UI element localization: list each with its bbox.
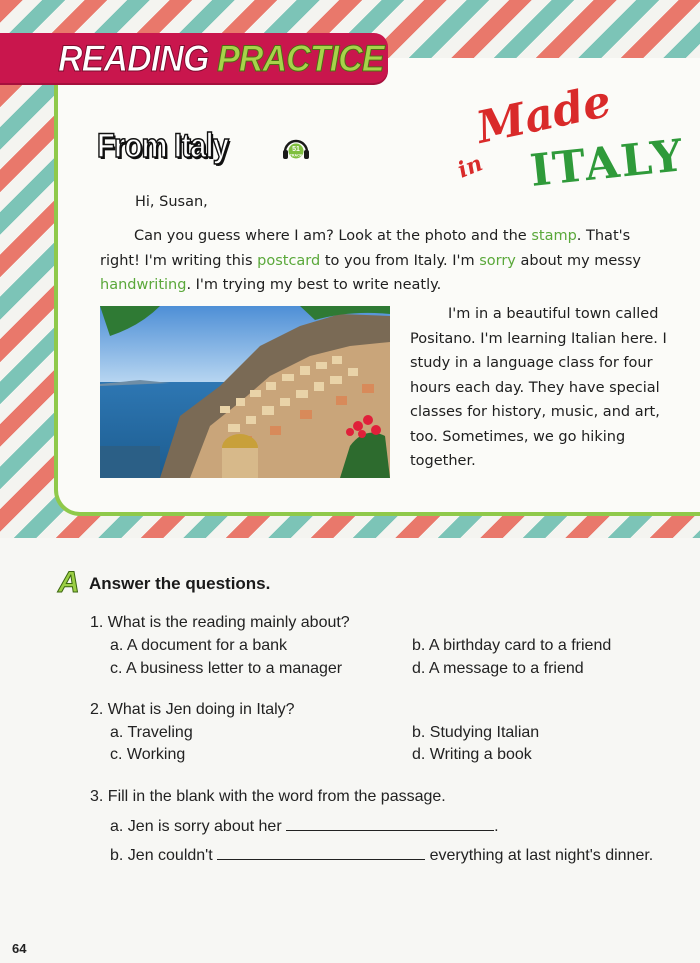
question-3: 3. Fill in the blank with the word from the passage. [90,788,446,805]
stamp-italy: ITALY [527,130,687,197]
q3-b-prompt: b. Jen couldn't [110,847,213,864]
vocab-word: postcard [257,252,321,269]
q2-option-d[interactable]: d. Writing a book [412,746,532,763]
vocab-word: stamp [531,228,577,244]
section-a-letter: A [58,566,80,599]
letter-greeting: Hi, Susan, [135,194,208,210]
letter-text: Can you guess where I am? Look at the photo and the [134,228,532,244]
reading-title: From Italy [97,127,229,165]
stamp-made: Made [472,75,616,154]
question-2: 2. What is Jen doing in Italy? [90,701,295,718]
letter-text: . I'm trying my best to write neatly. [186,277,442,293]
vocab-word: handwriting [100,277,187,293]
letter-text: . That's right! I'm writing this [100,228,631,269]
question-1: 1. What is the reading mainly about? [90,614,350,631]
q3-item-a [110,817,499,836]
q3-b-end: everything at last night's dinner. [429,847,654,864]
page-number: 64 [12,941,27,956]
vocab-word: sorry [479,252,516,269]
q2-option-b[interactable]: b. Studying Italian [412,724,540,741]
q3-b-blank[interactable] [217,846,425,860]
q2-option-a[interactable]: a. Traveling [110,724,193,741]
banner-word-practice: PRACTICE [217,38,384,79]
section-a-heading: Answer the questions. [89,574,271,593]
stamp-in: in [454,150,487,184]
positano-photo [100,306,390,478]
q1-option-b[interactable]: b. A birthday card to a friend [412,637,612,654]
letter-paragraph-1-body [100,228,641,293]
track-number: 51 [292,146,300,153]
q3-a-blank[interactable] [286,817,494,831]
page-background [0,538,700,963]
q1-option-d[interactable]: d. A message to a friend [412,660,584,677]
letter-text: about my messy [515,252,641,269]
track-label: TRACK [289,153,303,158]
audio-track-icon[interactable] [282,137,310,161]
letter-paragraph-1 [100,224,670,298]
q2-option-c[interactable]: c. Working [110,746,186,763]
q3-item-b [110,846,653,865]
q3-a-end: . [494,818,499,835]
letter-text: to you from Italy. I'm [320,252,480,269]
q1-option-a[interactable]: a. A document for a bank [110,637,288,654]
letter-paragraph-2 [410,302,680,474]
q1-option-c[interactable]: c. A business letter to a manager [110,660,343,677]
q3-a-prompt: a. Jen is sorry about her [110,818,282,835]
banner-word-reading: READING [58,38,209,79]
banner-title [58,38,384,80]
made-in-italy-stamp [454,75,687,204]
letter-paragraph-2-body: I'm in a beautiful town called Positano. I'm learning Italian here. I study in a language class for four hours each day. They have special classes for history, music, and art, too. Sometimes, we go hiking together. [410,306,667,469]
